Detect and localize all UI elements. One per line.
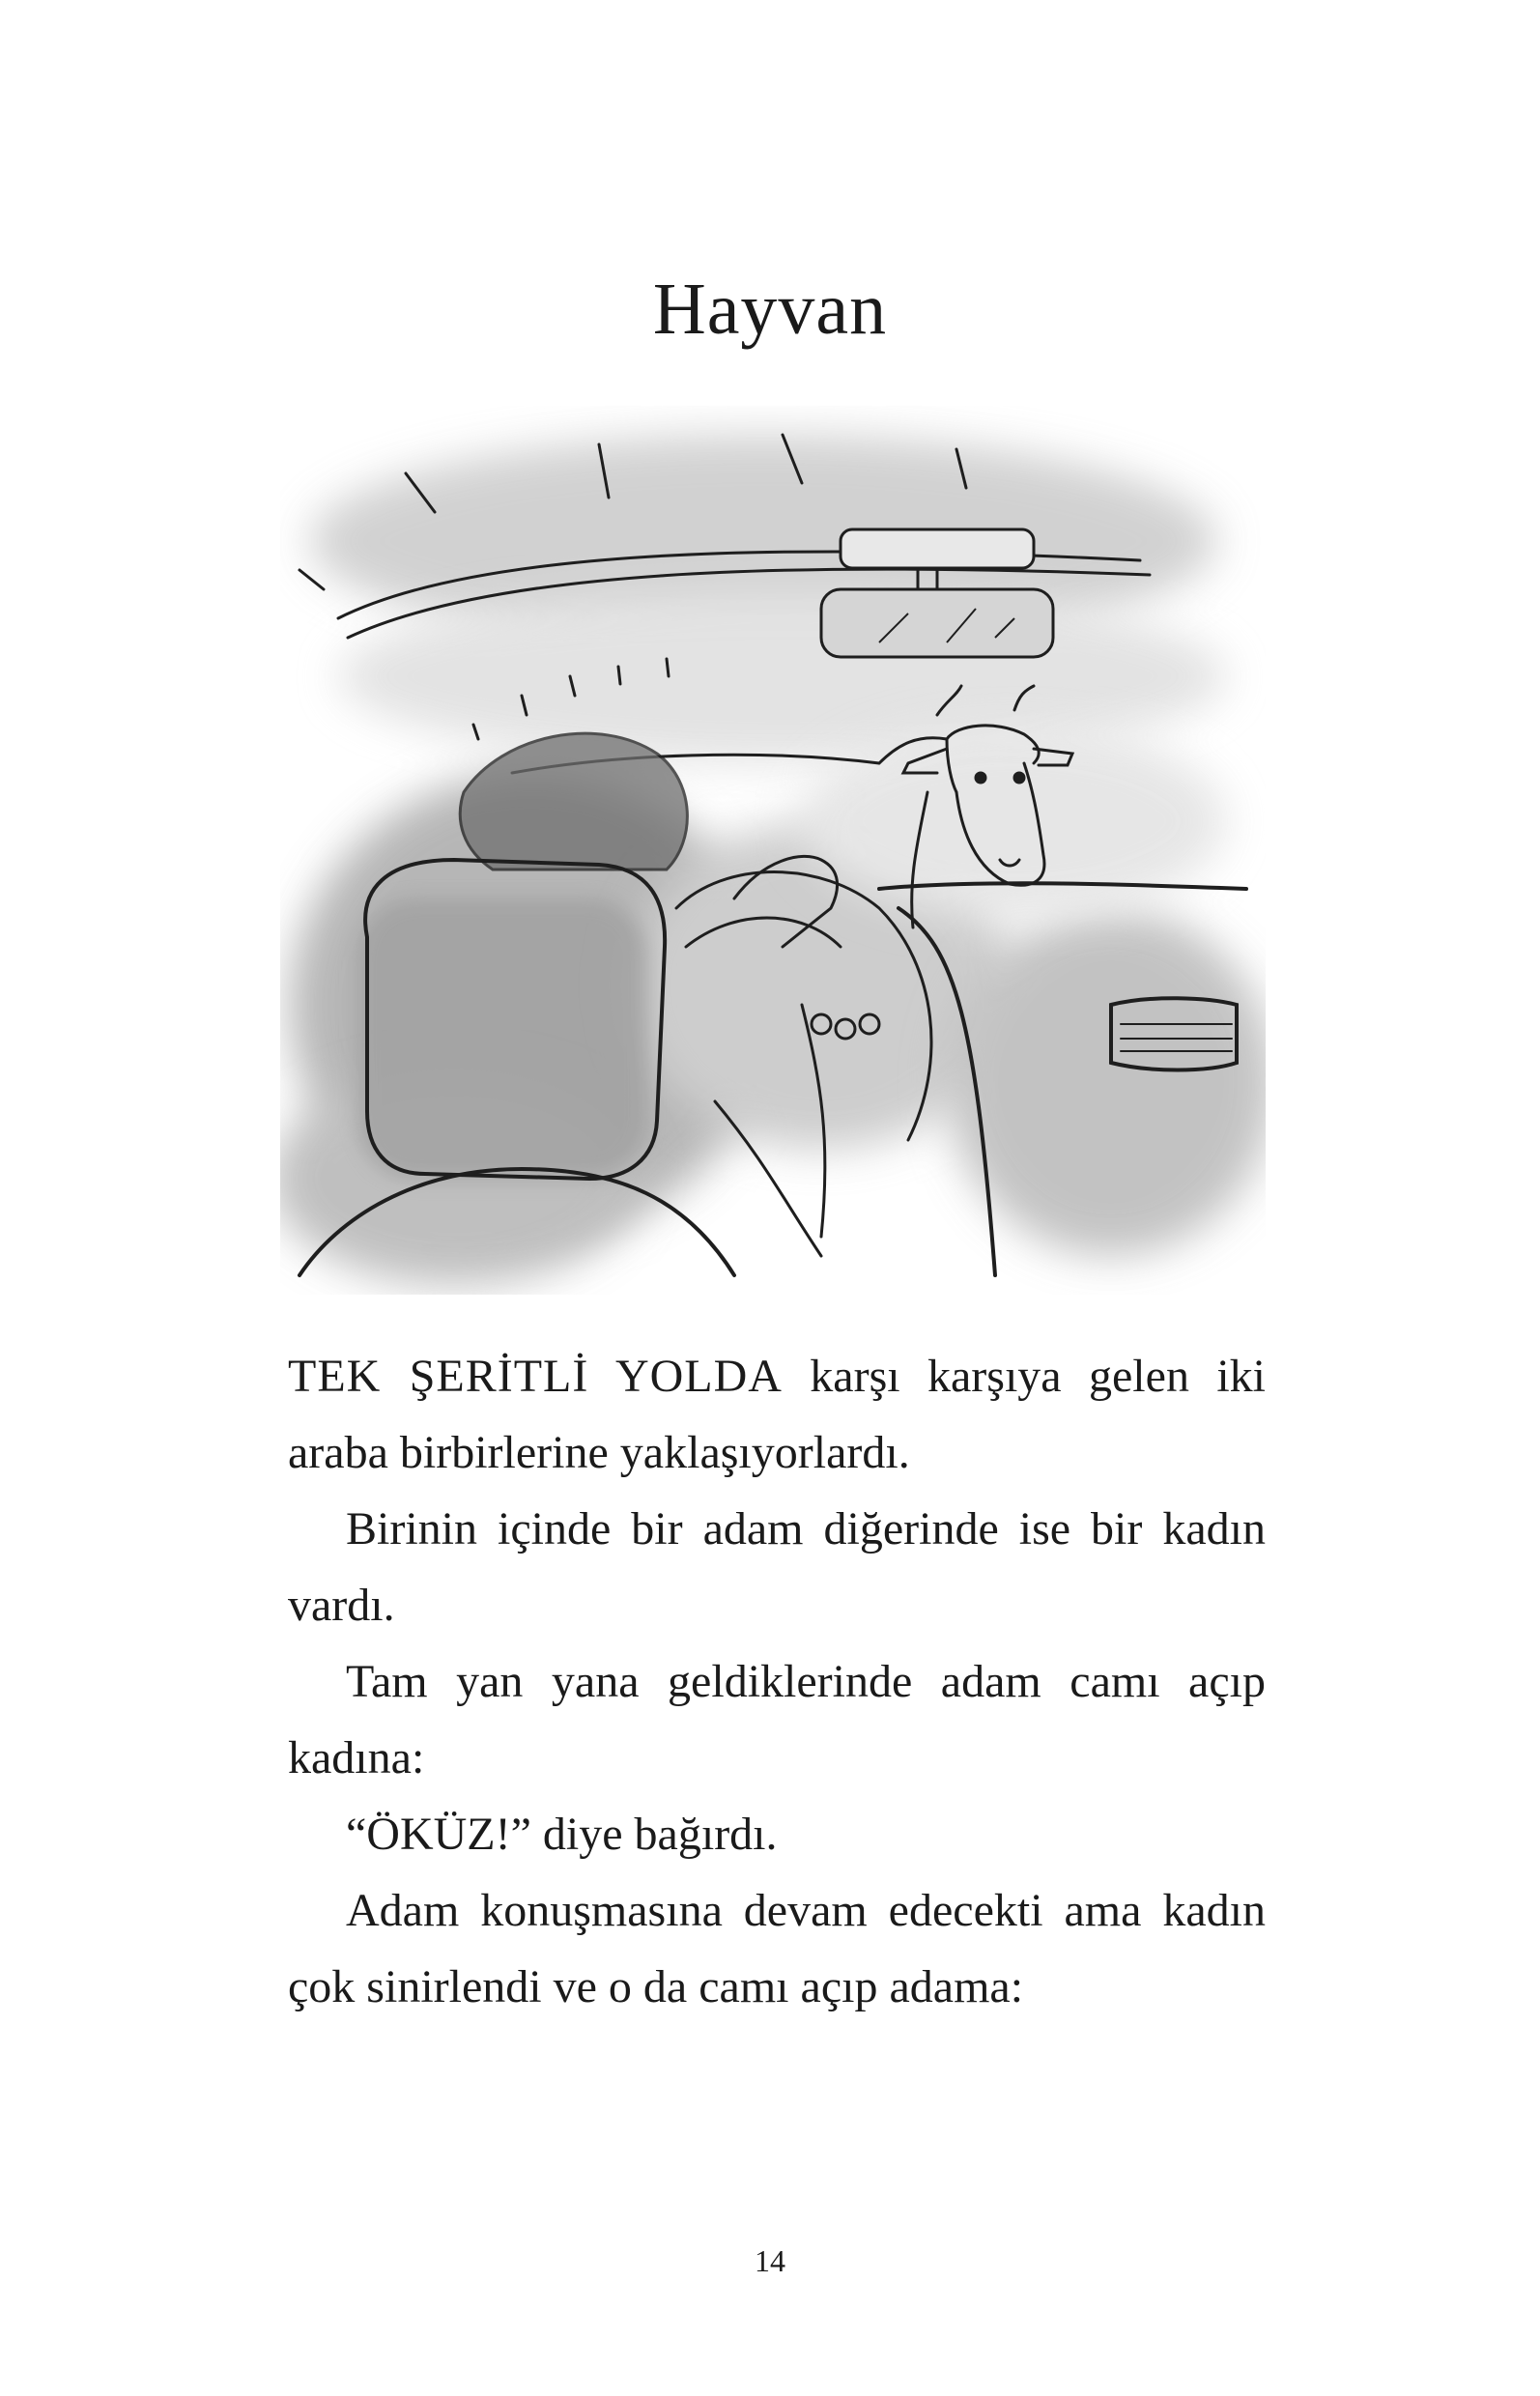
rear-view-mirror [821, 529, 1053, 657]
paragraph-3: Tam yan yana geldiklerinde adam camı açıp kadına: [288, 1656, 1266, 1783]
page-number: 14 [755, 2243, 785, 2278]
car-cow-illustration [280, 406, 1266, 1295]
paragraph-1 [288, 1338, 1266, 1491]
paragraph-4: “ÖKÜZ!” diye bağırdı. [346, 1809, 778, 1860]
driver-head [460, 733, 687, 870]
paragraph-5: Adam konuşmasına devam edecekti ama kadın çok sinirlendi ve o da camı açıp adama: [288, 1885, 1266, 2012]
paragraph-2: Birinin içinde bir adam diğerinde ise bir kadın vardı. [288, 1503, 1266, 1631]
story-text [288, 1338, 1266, 2025]
chapter-title: Hayvan [652, 269, 888, 350]
paragraph-1-lead-caps: TEK ŞERİTLİ YOLDA [288, 1351, 783, 1402]
paragraph-1-text: karşı karşıya gelen iki araba birbirlerine yaklaşıyorlardı. [288, 1351, 1267, 1478]
